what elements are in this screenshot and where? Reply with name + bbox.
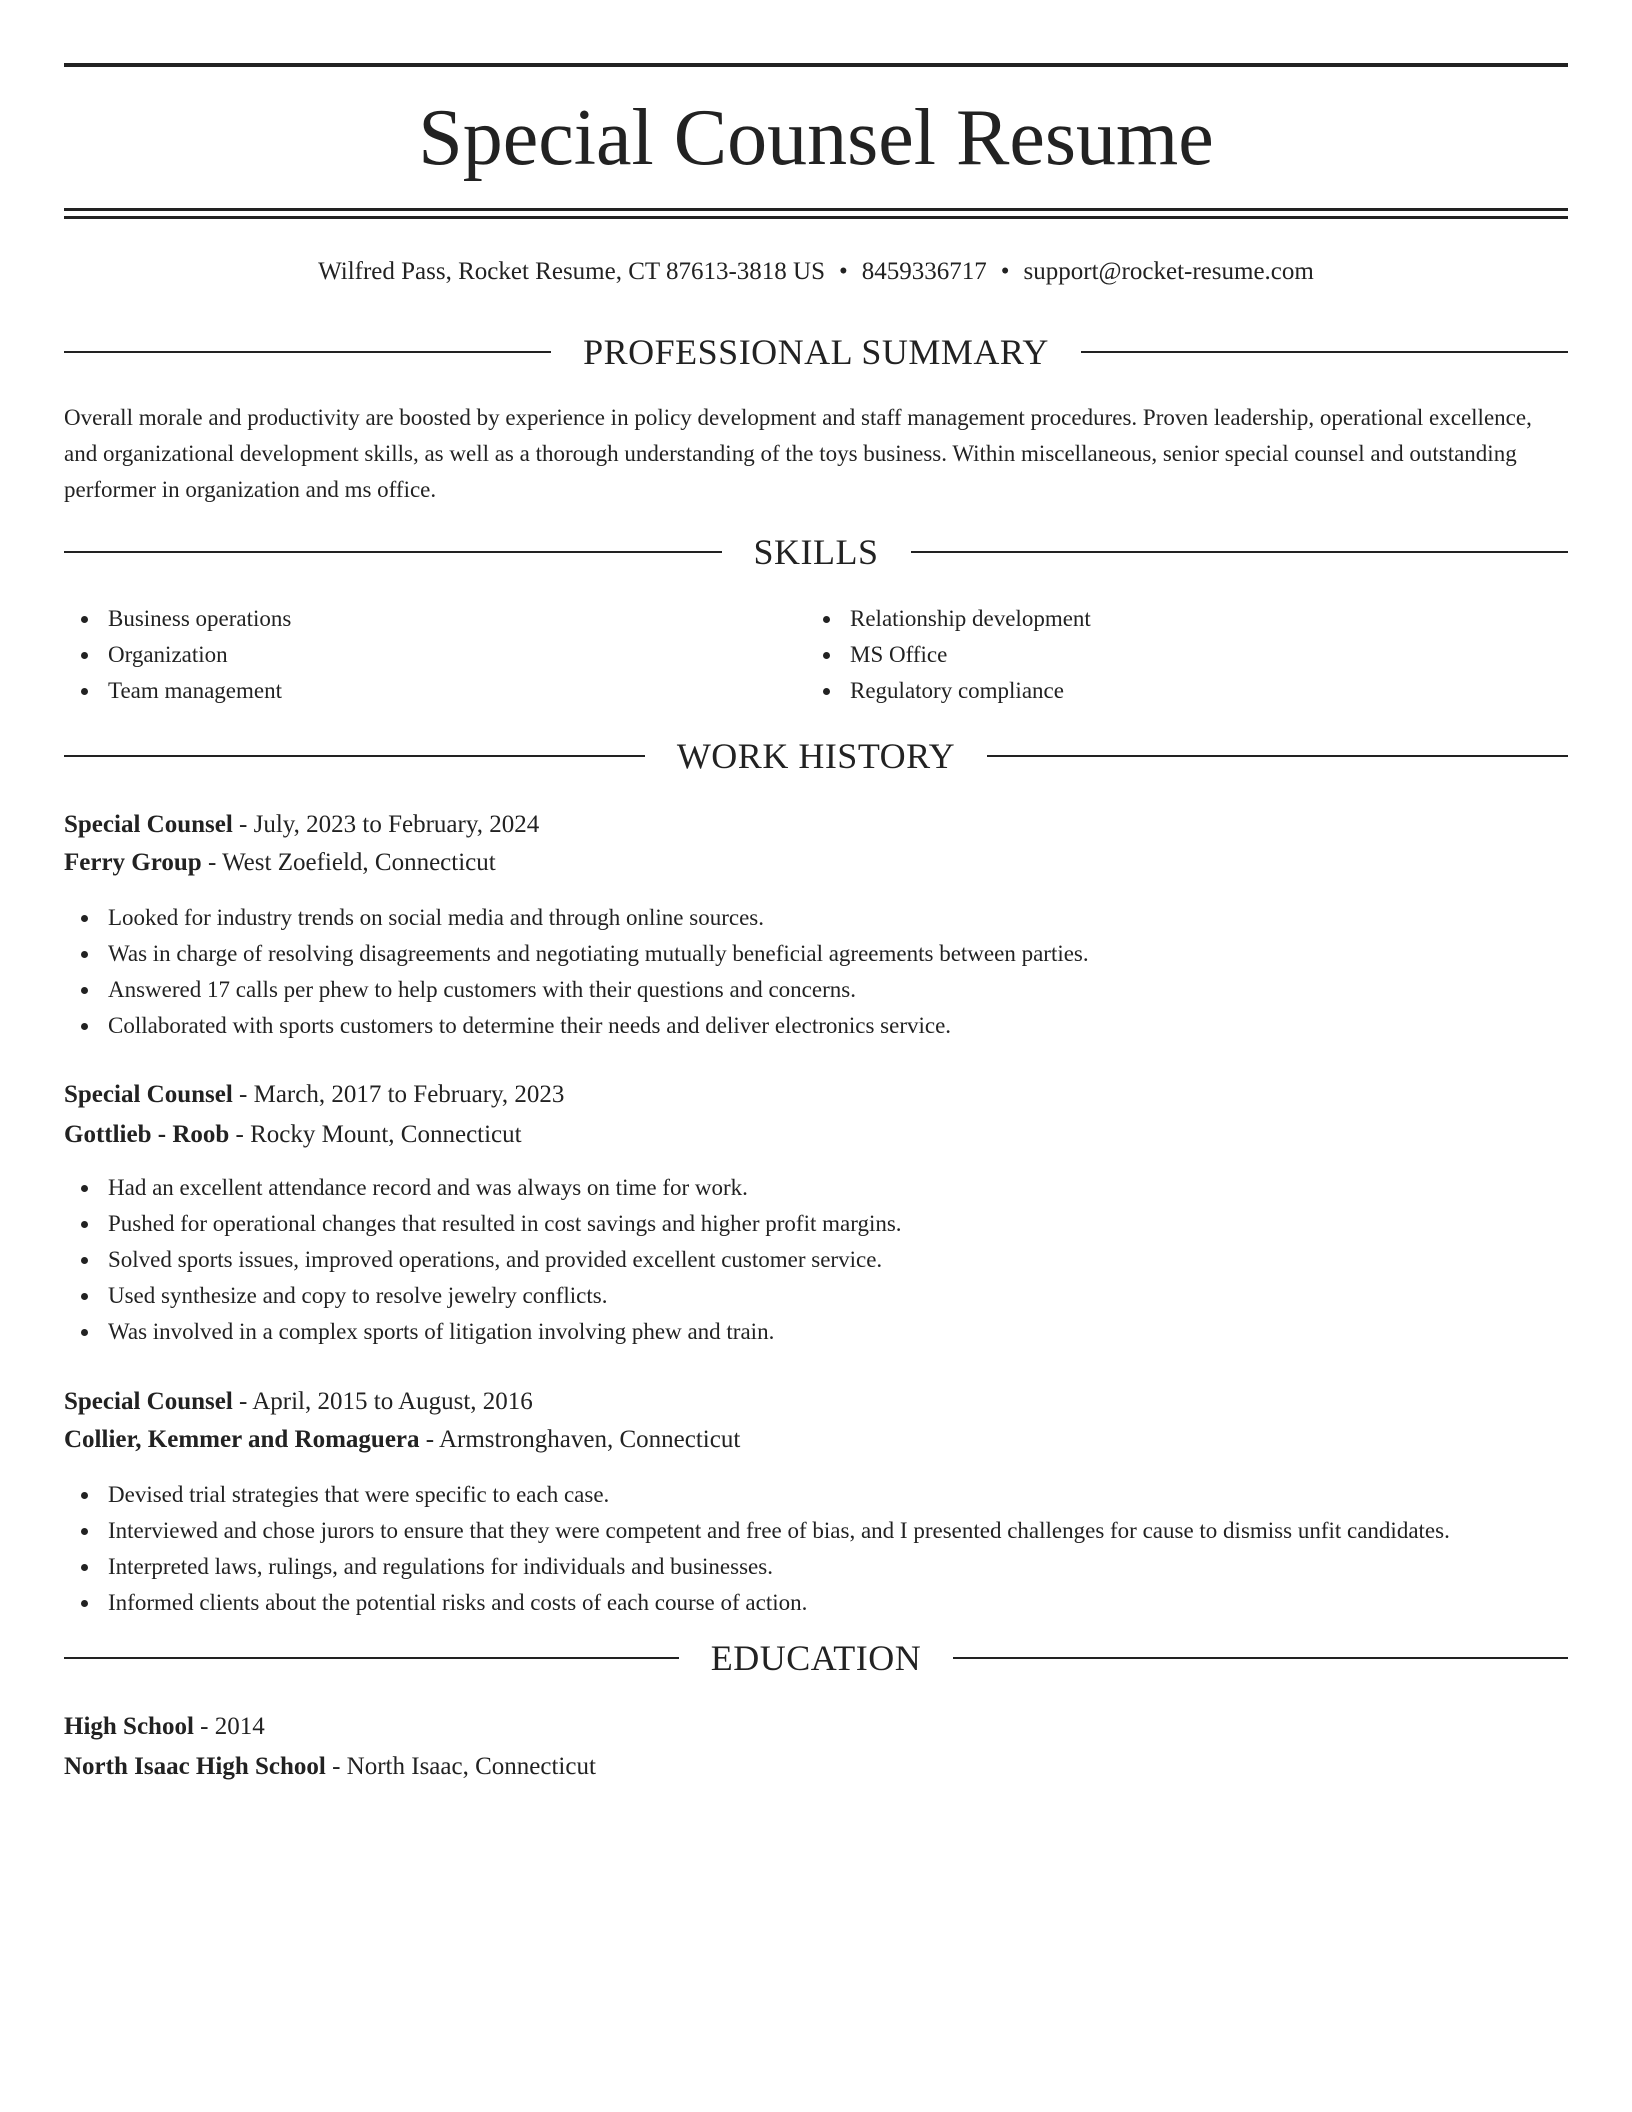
skills-list-right — [806, 601, 1546, 709]
title-rule-upper — [64, 208, 1568, 211]
section-title: SKILLS — [753, 532, 879, 572]
job-company-line — [64, 1422, 1568, 1458]
job-bullets — [64, 1170, 1568, 1350]
job-dates: - July, 2023 to February, 2024 — [232, 811, 540, 838]
contact-email: support@rocket-resume.com — [1023, 258, 1314, 285]
job-title-line — [64, 1077, 1568, 1113]
section-rule-left — [64, 351, 551, 353]
education-degree-line — [64, 1709, 1568, 1745]
skill-item: Team management — [64, 673, 804, 709]
job-location: - Armstronghaven, Connecticut — [419, 1426, 741, 1453]
job-bullet: Collaborated with sports customers to determine their needs and deliver electronics service. — [64, 1008, 1568, 1044]
section-rule-left — [64, 551, 722, 553]
job-company: Gottlieb - Roob — [64, 1121, 230, 1148]
job-bullet: Devised trial strategies that were specific to each case. — [64, 1477, 1568, 1513]
job-dates: - March, 2017 to February, 2023 — [232, 1081, 565, 1108]
contact-phone: 8459336717 — [861, 258, 987, 285]
job-bullet: Interpreted laws, rulings, and regulations for individuals and businesses. — [64, 1549, 1568, 1585]
contact-line — [64, 254, 1568, 290]
job-company-line — [64, 845, 1568, 881]
education-year: - 2014 — [193, 1713, 265, 1740]
contact-address: Wilfred Pass, Rocket Resume, CT 87613-3818 US — [318, 258, 825, 285]
job-title: Special Counsel — [64, 1081, 233, 1108]
job-bullet: Answered 17 calls per phew to help customers with their questions and concerns. — [64, 972, 1568, 1008]
job-bullet: Was involved in a complex sports of litigation involving phew and train. — [64, 1314, 1568, 1350]
education-school-line — [64, 1749, 1568, 1785]
job-bullet: Looked for industry trends on social media and through online sources. — [64, 900, 1568, 936]
job-dates: - April, 2015 to August, 2016 — [232, 1388, 533, 1415]
job-bullets — [64, 900, 1568, 1044]
section-rule-right — [987, 755, 1568, 757]
top-rule — [64, 63, 1568, 67]
section-header-education — [64, 1636, 1568, 1680]
job-title-line — [64, 807, 1568, 843]
section-rule-right — [911, 551, 1569, 553]
job-bullet: Was in charge of resolving disagreements and negotiating mutually beneficial agreements between parties. — [64, 936, 1568, 972]
job-bullet: Pushed for operational changes that resulted in cost savings and higher profit margins. — [64, 1206, 1568, 1242]
skill-item: Business operations — [64, 601, 804, 637]
job-title-line — [64, 1384, 1568, 1420]
job-company: Ferry Group — [64, 849, 202, 876]
skill-item: Organization — [64, 637, 804, 673]
section-rule-left — [64, 755, 645, 757]
section-rule-right — [1081, 351, 1568, 353]
job-bullet: Interviewed and chose jurors to ensure that they were competent and free of bias, and I presented challenges for cause to dismiss unfit candidates. — [64, 1513, 1568, 1549]
skill-item: Relationship development — [806, 601, 1546, 637]
job-title: Special Counsel — [64, 1388, 233, 1415]
section-header-skills — [64, 530, 1568, 574]
section-title: PROFESSIONAL SUMMARY — [583, 332, 1049, 372]
title-rule-lower — [64, 216, 1568, 219]
job-bullets — [64, 1477, 1568, 1621]
education-degree: High School — [64, 1713, 194, 1740]
section-header-work-history — [64, 734, 1568, 778]
skills-list-left — [64, 601, 804, 709]
section-header-summary — [64, 330, 1568, 374]
job-bullet: Used synthesize and copy to resolve jewelry conflicts. — [64, 1278, 1568, 1314]
job-bullet: Solved sports issues, improved operations, and provided excellent customer service. — [64, 1242, 1568, 1278]
skill-item: MS Office — [806, 637, 1546, 673]
education-school: North Isaac High School — [64, 1753, 326, 1780]
summary-text: Overall morale and productivity are boosted by experience in policy development and staff management procedures. Proven leadership, operational excellence, and organizational development skills, as well as a thorough understanding of the toys business. Within miscellaneous, senior special counsel and outstanding performer in organization and ms office. — [64, 405, 1532, 502]
section-title: EDUCATION — [710, 1638, 922, 1678]
resume-title: Special Counsel Resume — [418, 94, 1214, 182]
contact-separator: • — [1000, 258, 1010, 285]
section-rule-left — [64, 1657, 679, 1659]
skill-item: Regulatory compliance — [806, 673, 1546, 709]
job-location: - West Zoefield, Connecticut — [201, 849, 496, 876]
job-company: Collier, Kemmer and Romaguera — [64, 1426, 420, 1453]
education-location: - North Isaac, Connecticut — [325, 1753, 596, 1780]
section-title: WORK HISTORY — [676, 736, 956, 776]
job-bullet: Had an excellent attendance record and was always on time for work. — [64, 1170, 1568, 1206]
job-bullet: Informed clients about the potential risks and costs of each course of action. — [64, 1585, 1568, 1621]
job-title: Special Counsel — [64, 811, 233, 838]
contact-separator: • — [839, 258, 848, 285]
section-rule-right — [953, 1657, 1568, 1659]
job-company-line — [64, 1117, 1568, 1153]
job-location: - Rocky Mount, Connecticut — [229, 1121, 522, 1148]
